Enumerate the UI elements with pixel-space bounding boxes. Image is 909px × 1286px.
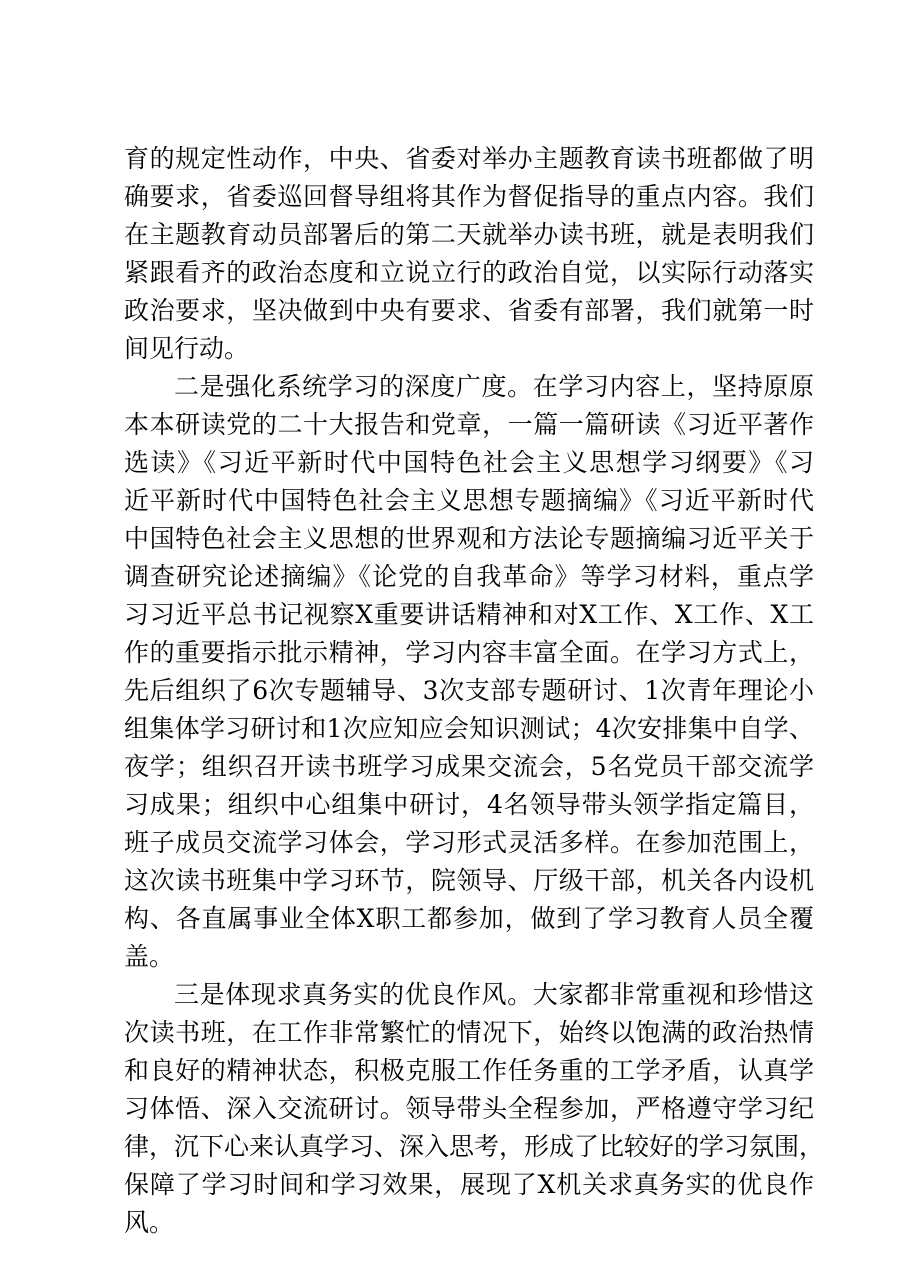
- text-line: 近平新时代中国特色社会主义思想专题摘编》《习近平新时代: [124, 486, 814, 515]
- text-line: 律，沉下心来认真学习、深入思考，形成了比较好的学习氛围，: [124, 1132, 825, 1161]
- document-body: [124, 140, 825, 1242]
- text-line: 中国特色社会主义思想的世界观和方法论专题摘编习近平关于: [124, 524, 814, 553]
- paragraph-2: [124, 368, 814, 976]
- text-line: 先后组织了6次专题辅导、3次支部专题研讨、1次青年理论小: [124, 676, 814, 705]
- text-line: 选读》《习近平新时代中国特色社会主义思想学习纲要》《习: [124, 448, 814, 477]
- text-line: 育的规定性动作，中央、省委对举办主题教育读书班都做了明: [124, 144, 814, 173]
- text-line: 风。: [124, 1208, 175, 1237]
- text-line: 本本研读党的二十大报告和党章，一篇一篇研读《习近平著作: [124, 410, 814, 439]
- text-line: 间见行动。: [124, 334, 250, 363]
- paragraph-1: [124, 140, 814, 368]
- text-line: 二是强化系统学习的深度广度。在学习内容上，坚持原原: [174, 372, 814, 401]
- text-line: 确要求，省委巡回督导组将其作为督促指导的重点内容。我们: [124, 182, 814, 211]
- text-line: 构、各直属事业全体X职工都参加，做到了学习教育人员全覆: [124, 904, 814, 933]
- text-line: 习成果；组织中心组集中研讨，4名领导带头领学指定篇目，: [124, 790, 814, 819]
- text-line: 三是体现求真务实的优良作风。大家都非常重视和珍惜这: [174, 980, 814, 1009]
- text-line: 在主题教育动员部署后的第二天就举办读书班，就是表明我们: [124, 220, 814, 249]
- text-line: 保障了学习时间和学习效果，展现了X机关求真务实的优良作: [124, 1170, 814, 1199]
- text-line: 班子成员交流学习体会，学习形式灵活多样。在参加范围上，: [124, 828, 814, 857]
- text-line: 盖。: [124, 942, 175, 971]
- text-line: 习体悟、深入交流研讨。领导带头全程参加，严格遵守学习纪: [124, 1094, 814, 1123]
- text-line: 夜学；组织召开读书班学习成果交流会，5名党员干部交流学: [124, 752, 814, 781]
- text-line: 紧跟看齐的政治态度和立说立行的政治自觉，以实际行动落实: [124, 258, 814, 287]
- text-line: 和良好的精神状态，积极克服工作任务重的工学矛盾，认真学: [124, 1056, 814, 1085]
- text-line: 这次读书班集中学习环节，院领导、厅级干部，机关各内设机: [124, 866, 814, 895]
- text-line: 调查研究论述摘编》《论党的自我革命》等学习材料，重点学: [124, 562, 814, 591]
- text-line: 政治要求，坚决做到中央有要求、省委有部署，我们就第一时: [124, 296, 814, 325]
- text-line: 次读书班，在工作非常繁忙的情况下，始终以饱满的政治热情: [124, 1018, 814, 1047]
- text-line: 习习近平总书记视察X重要讲话精神和对X工作、X工作、X工: [124, 600, 814, 629]
- text-line: 组集体学习研讨和1次应知应会知识测试；4次安排集中自学、: [124, 714, 814, 743]
- paragraph-3: [124, 976, 825, 1242]
- text-line: 作的重要指示批示精神，学习内容丰富全面。在学习方式上，: [124, 638, 814, 667]
